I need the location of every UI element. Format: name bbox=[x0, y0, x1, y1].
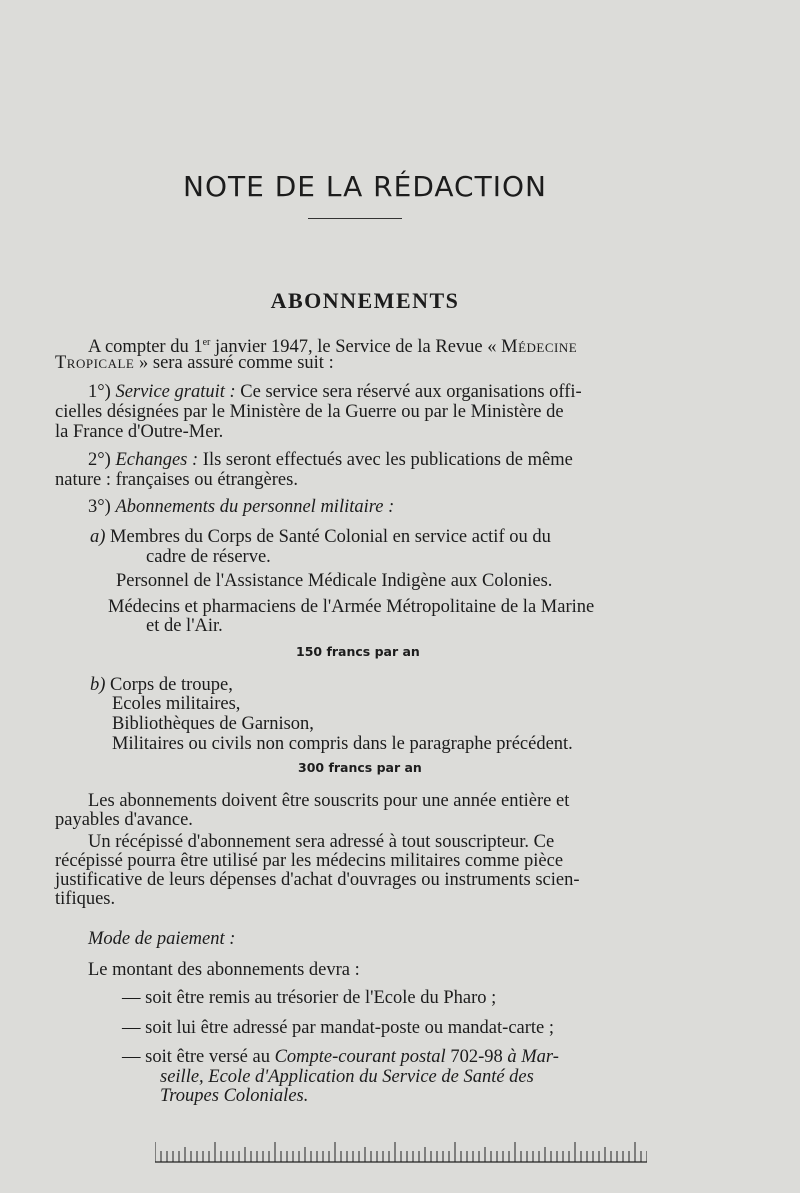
item1-line-1: 1°) Service gratuit : Ce service sera réservé aux organisations offi- bbox=[88, 382, 582, 402]
intro-line-1: A compter du 1er janvier 1947, le Service de la Revue « Médecine bbox=[88, 337, 578, 358]
para2-line-2: récépissé pourra être utilisé par les médecins militaires comme pièce bbox=[55, 851, 564, 871]
item1-line-3: la France d'Outre-Mer. bbox=[55, 422, 224, 442]
para2-line-1: Un récépissé d'abonnement sera adressé à tout souscripteur. Ce bbox=[88, 832, 555, 852]
group-a-line-2: cadre de réserve. bbox=[146, 547, 271, 567]
scale-ruler bbox=[155, 1134, 647, 1164]
item2-line-1: 2°) Echanges : Ils seront effectués avec les publications de même bbox=[88, 450, 573, 470]
para2-line-3: justificative de leurs dépenses d'achat d'ouvrages ou instruments scien- bbox=[55, 870, 580, 890]
payment-option-3-line-2: seille, Ecole d'Application du Service de Santé des bbox=[160, 1067, 534, 1087]
payment-option-1: — soit être remis au trésorier de l'Ecole du Pharo ; bbox=[122, 988, 497, 1008]
intro-line-2: Tropicale » sera assuré comme suit : bbox=[55, 353, 334, 373]
group-b-line-3: Bibliothèques de Garnison, bbox=[112, 714, 314, 734]
price-label-a: 150 francs par an bbox=[296, 644, 420, 659]
page-title: NOTE DE LA RÉDACTION bbox=[183, 170, 547, 203]
item1-line-2: cielles désignées par le Ministère de la Guerre ou par le Ministère de bbox=[55, 402, 564, 422]
section-title: ABONNEMENTS bbox=[270, 288, 460, 313]
group-a-line-1: a) Membres du Corps de Santé Colonial en service actif ou du bbox=[90, 527, 551, 547]
group-b-line-4: Militaires ou civils non compris dans le paragraphe précédent. bbox=[112, 734, 573, 754]
group-b-line-2: Ecoles militaires, bbox=[112, 694, 241, 714]
para2-line-4: tifiques. bbox=[55, 889, 116, 909]
payment-option-3-line-3: Troupes Coloniales. bbox=[160, 1086, 309, 1106]
price-label-b: 300 francs par an bbox=[298, 760, 422, 775]
payment-option-3-line-1: — soit être versé au Compte-courant postal 702-98 à Mar- bbox=[122, 1047, 559, 1067]
group-b-line-1: b) Corps de troupe, bbox=[90, 675, 233, 695]
para1-line-2: payables d'avance. bbox=[55, 810, 193, 830]
payment-option-2: — soit lui être adressé par mandat-poste ou mandat-carte ; bbox=[122, 1018, 555, 1038]
item3-heading: 3°) Abonnements du personnel militaire : bbox=[88, 497, 395, 517]
group-a-line-3: Personnel de l'Assistance Médicale Indigène aux Colonies. bbox=[116, 571, 553, 591]
payment-heading: Mode de paiement : bbox=[88, 929, 236, 949]
group-a-line-5: et de l'Air. bbox=[146, 616, 223, 636]
para1-line-1: Les abonnements doivent être souscrits pour une année entière et bbox=[88, 791, 570, 811]
payment-intro: Le montant des abonnements devra : bbox=[88, 960, 360, 980]
title-divider bbox=[308, 218, 402, 219]
group-a-line-4: Médecins et pharmaciens de l'Armée Métropolitaine de la Marine bbox=[108, 597, 595, 617]
item2-line-2: nature : françaises ou étrangères. bbox=[55, 470, 298, 490]
